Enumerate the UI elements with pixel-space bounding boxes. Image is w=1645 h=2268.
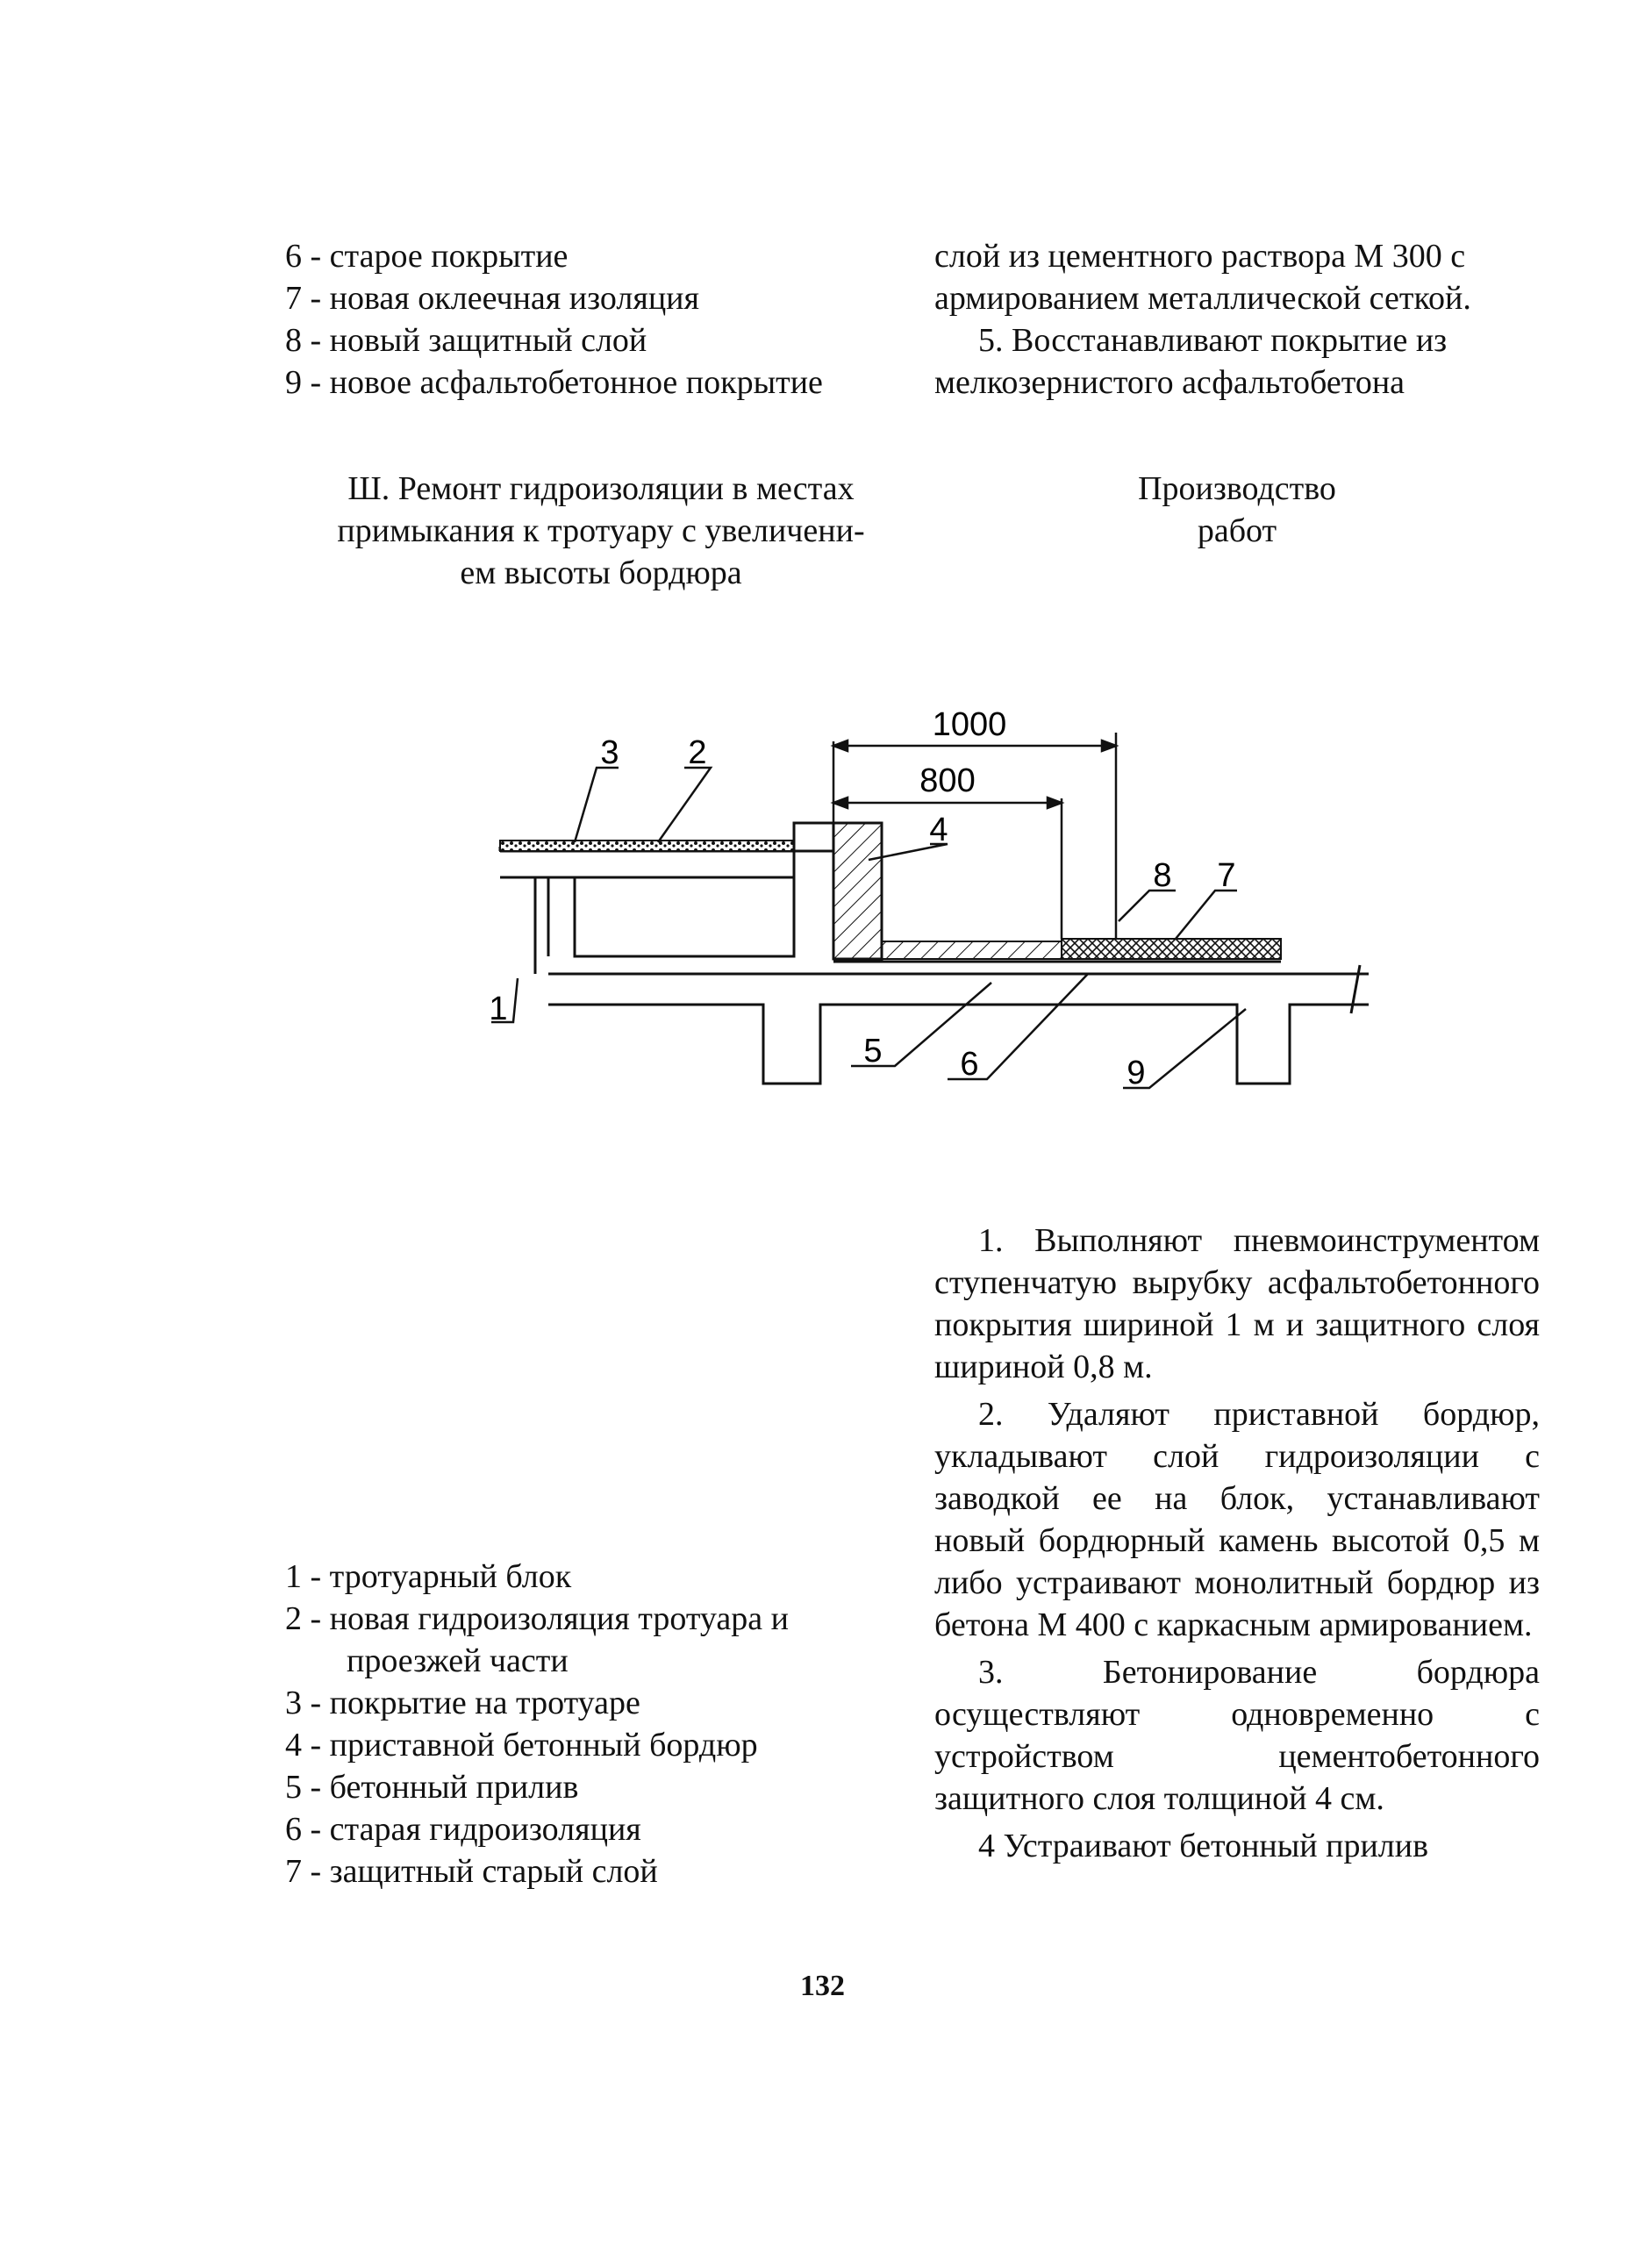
step-continuation-line: армированием металлической сеткой.	[934, 280, 1471, 317]
diagram-label-8: 8	[1153, 857, 1172, 894]
works-title-line: работ	[1197, 512, 1277, 549]
page-number: 132	[800, 1970, 845, 2002]
section-title-line: ем высоты бордюра	[460, 554, 742, 591]
diagram-label-9: 9	[1126, 1055, 1146, 1091]
diagram-label-4: 4	[929, 812, 948, 848]
legend-item-continuation: проезжей части	[347, 1642, 569, 1679]
legend-item: 6 - старое покрытие	[285, 238, 569, 275]
step-5: 5. Восстанавливают покрытие из мелкозернистого асфальтобетона	[934, 322, 1448, 401]
legend-bottom	[285, 1556, 917, 1892]
step-continuation-line: слой из цементного раствора М 300 с	[934, 238, 1466, 275]
diagram-label-3: 3	[600, 734, 619, 771]
diagram-label-5: 5	[863, 1033, 883, 1070]
legend-top	[285, 235, 917, 404]
section-title-line: примыкания к тротуару с увеличени-	[337, 512, 865, 549]
legend-item: 1 - тротуарный блок	[285, 1558, 572, 1595]
works-title-line: Производство	[1138, 470, 1336, 507]
step-4: 4 Устраивают бетонный прилив	[978, 1828, 1429, 1864]
dimension-inner-label: 800	[919, 762, 976, 799]
sidewalk-block	[500, 847, 794, 974]
curb-stone	[833, 823, 882, 959]
section-title	[285, 468, 917, 594]
diagram-label-1: 1	[489, 991, 508, 1027]
new-asphalt-coating	[1062, 939, 1281, 959]
step-3: 3. Бетонирование бордюра осуществляют одновременно с устройством цементобетонного защитного слоя толщиной 4 см.	[934, 1654, 1540, 1817]
step-1: 1. Выполняют пневмоинструментом ступенчатую вырубку асфальтобетонного покрытия шириной 1 м и защитного слоя шириной 0,8 м.	[934, 1222, 1540, 1385]
diagram-label-7: 7	[1217, 857, 1236, 894]
legend-item: 9 - новое асфальтобетонное покрытие	[285, 364, 823, 401]
legend-item: 4 - приставной бетонный бордюр	[285, 1727, 758, 1764]
diagram-label-6: 6	[960, 1046, 979, 1083]
legend-item: 5 - бетонный прилив	[285, 1769, 579, 1806]
dimension-outer-label: 1000	[932, 706, 1007, 743]
step-2: 2. Удаляют приставной бордюр, укладывают слой гидроизоляции с заводкой ее на блок, устанавливают новый бордюрный камень высотой 0,5 м либо устраивают монолитный бордюр из бетона М 400 с каркасным армированием.	[934, 1396, 1540, 1643]
work-steps	[934, 1220, 1540, 1867]
legend-item: 2 - новая гидроизоляция тротуара и	[285, 1600, 789, 1637]
legend-item: 7 - новая оклеечная изоляция	[285, 280, 699, 317]
legend-item: 7 - защитный старый слой	[285, 1853, 658, 1890]
sidewalk-coating	[500, 841, 803, 851]
works-title	[1053, 468, 1421, 552]
diagram-label-2: 2	[688, 734, 707, 771]
carriageway-slab	[548, 965, 1369, 1084]
legend-item: 6 - старая гидроизоляция	[285, 1811, 641, 1848]
steps-top-right	[934, 235, 1540, 404]
legend-item: 8 - новый защитный слой	[285, 322, 647, 359]
cross-section-diagram	[474, 693, 1386, 1105]
small-curb	[794, 823, 833, 851]
protective-layer	[882, 941, 1062, 959]
section-title-line: Ш. Ремонт гидроизоляции в местах	[347, 470, 855, 507]
legend-item: 3 - покрытие на тротуаре	[285, 1685, 640, 1721]
